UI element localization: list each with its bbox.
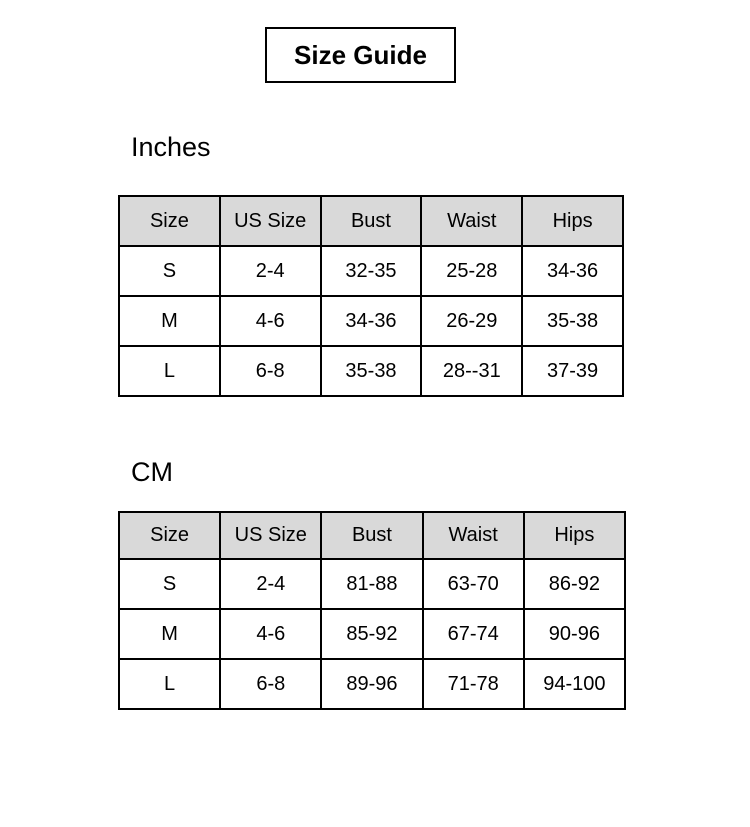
table-cell: 2-4: [220, 246, 321, 296]
table-header-row: [119, 196, 623, 246]
table-cell: 6-8: [220, 346, 321, 396]
column-header: Waist: [423, 512, 524, 559]
table-cell: 89-96: [321, 659, 422, 709]
table-row: [119, 659, 625, 709]
table-cell: 37-39: [522, 346, 623, 396]
table-cell: L: [119, 659, 220, 709]
table-cell: 32-35: [321, 246, 422, 296]
table-cell: 81-88: [321, 559, 422, 609]
table-cell: S: [119, 246, 220, 296]
table-row: [119, 346, 623, 396]
cm-size-table: [118, 511, 626, 710]
table-row: [119, 296, 623, 346]
table-cell: 94-100: [524, 659, 625, 709]
table-cell: 85-92: [321, 609, 422, 659]
table-cell: S: [119, 559, 220, 609]
inches-heading: Inches: [131, 132, 211, 162]
table-cell: 34-36: [321, 296, 422, 346]
table-cell: 6-8: [220, 659, 321, 709]
table-header-row: [119, 512, 625, 559]
cm-heading: CM: [131, 457, 173, 487]
table-cell: 2-4: [220, 559, 321, 609]
table-row: [119, 246, 623, 296]
column-header: US Size: [220, 196, 321, 246]
size-guide-title-box: [265, 27, 456, 83]
table-cell: M: [119, 609, 220, 659]
column-header: Bust: [321, 512, 422, 559]
table-row: [119, 609, 625, 659]
table-cell: 63-70: [423, 559, 524, 609]
page-title: Size Guide: [294, 39, 427, 70]
table-cell: 67-74: [423, 609, 524, 659]
inches-size-table: [118, 195, 624, 397]
table-cell: 25-28: [421, 246, 522, 296]
column-header: Hips: [524, 512, 625, 559]
column-header: Size: [119, 512, 220, 559]
column-header: Size: [119, 196, 220, 246]
table-cell: M: [119, 296, 220, 346]
table-row: [119, 559, 625, 609]
table-cell: 86-92: [524, 559, 625, 609]
column-header: Waist: [421, 196, 522, 246]
table-cell: 71-78: [423, 659, 524, 709]
column-header: Hips: [522, 196, 623, 246]
table-cell: 4-6: [220, 296, 321, 346]
table-cell: 34-36: [522, 246, 623, 296]
column-header: Bust: [321, 196, 422, 246]
column-header: US Size: [220, 512, 321, 559]
table-cell: L: [119, 346, 220, 396]
table-cell: 28--31: [421, 346, 522, 396]
table-cell: 26-29: [421, 296, 522, 346]
table-cell: 4-6: [220, 609, 321, 659]
table-cell: 90-96: [524, 609, 625, 659]
table-cell: 35-38: [321, 346, 422, 396]
table-cell: 35-38: [522, 296, 623, 346]
